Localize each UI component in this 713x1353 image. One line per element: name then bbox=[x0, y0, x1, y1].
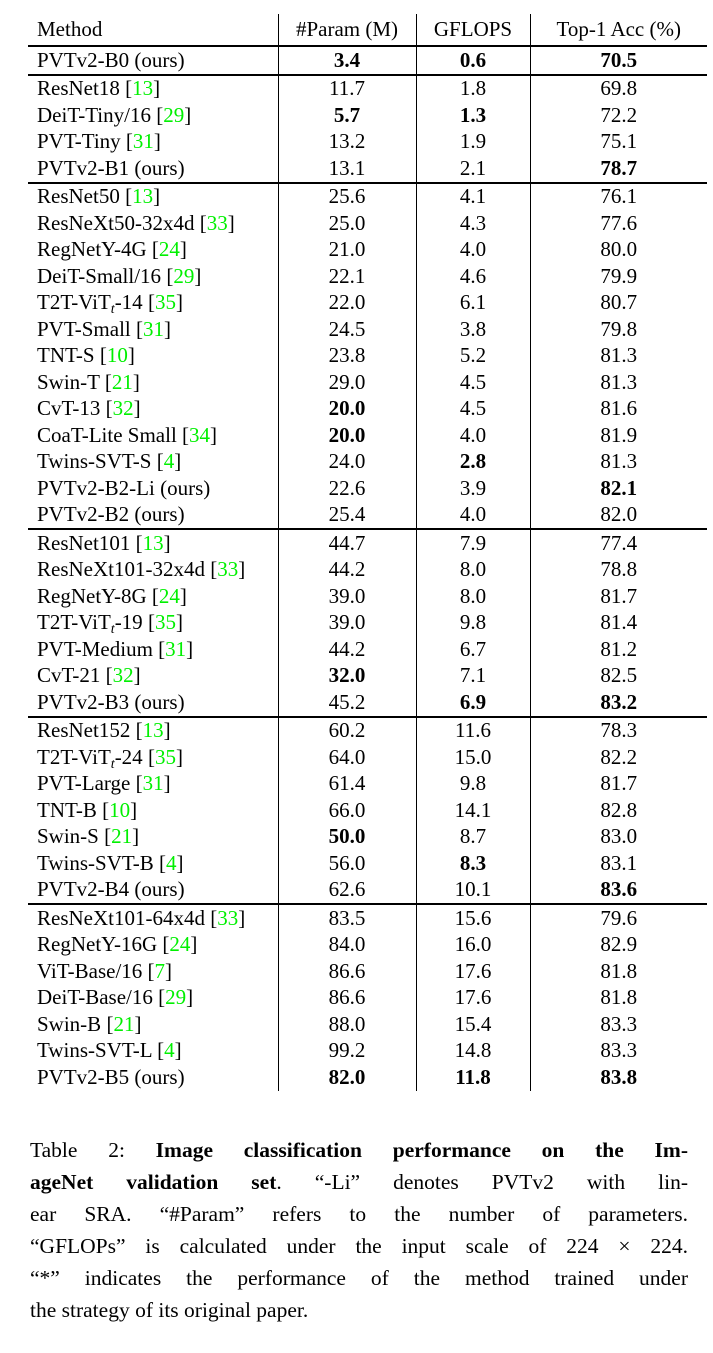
gflops-cell: 9.8 bbox=[416, 610, 530, 637]
table-row bbox=[28, 155, 707, 183]
citation-link[interactable]: 21 bbox=[111, 369, 133, 394]
table-row bbox=[28, 850, 707, 877]
gflops-cell: 17.6 bbox=[416, 985, 530, 1012]
method-cell: PVT-Tiny [31] bbox=[37, 129, 161, 154]
table-caption bbox=[30, 1134, 688, 1326]
acc-cell: 79.9 bbox=[530, 263, 707, 290]
param-cell: 5.7 bbox=[278, 102, 416, 129]
table-row bbox=[28, 824, 707, 851]
caption-text: “GFLOPs” is calculated under the input scale of 224 × 224. bbox=[30, 1234, 688, 1258]
gflops-cell: 10.1 bbox=[416, 877, 530, 905]
acc-cell: 82.9 bbox=[530, 932, 707, 959]
acc-cell: 83.0 bbox=[530, 824, 707, 851]
acc-cell: 78.7 bbox=[530, 155, 707, 183]
citation-link[interactable]: 13 bbox=[132, 76, 154, 101]
gflops-cell: 6.7 bbox=[416, 636, 530, 663]
citation-link[interactable]: 13 bbox=[142, 718, 164, 743]
method-cell: Swin-T [21] bbox=[37, 369, 140, 394]
param-cell: 32.0 bbox=[278, 663, 416, 690]
citation-link[interactable]: 13 bbox=[142, 530, 164, 555]
table-row bbox=[28, 663, 707, 690]
caption-bold-text: Image classification performance on the Im- bbox=[155, 1138, 688, 1162]
acc-cell: 70.5 bbox=[530, 46, 707, 75]
citation-link[interactable]: 32 bbox=[112, 396, 134, 421]
acc-cell: 77.6 bbox=[530, 210, 707, 237]
method-subscript: t bbox=[110, 622, 115, 638]
caption-line bbox=[30, 1230, 688, 1262]
acc-cell: 83.3 bbox=[530, 1011, 707, 1038]
table-row bbox=[28, 557, 707, 584]
table-row bbox=[28, 958, 707, 985]
param-cell: 24.5 bbox=[278, 316, 416, 343]
method-cell: Swin-S [21] bbox=[37, 824, 140, 849]
table-section-1 bbox=[28, 46, 707, 75]
param-cell: 86.6 bbox=[278, 958, 416, 985]
citation-link[interactable]: 33 bbox=[217, 905, 239, 930]
table-header bbox=[28, 14, 707, 46]
gflops-cell: 8.7 bbox=[416, 824, 530, 851]
method-cell: Twins-SVT-L [4] bbox=[37, 1038, 182, 1063]
method-cell: Swin-B [21] bbox=[37, 1011, 142, 1036]
method-cell: Twins-SVT-B [4] bbox=[37, 850, 184, 875]
gflops-cell: 6.1 bbox=[416, 290, 530, 317]
caption-text: the strategy of its original paper. bbox=[30, 1298, 309, 1322]
table-row bbox=[28, 932, 707, 959]
method-cell: ResNet101 [13] bbox=[28, 529, 278, 557]
table-row bbox=[28, 183, 707, 211]
table-row bbox=[28, 449, 707, 476]
citation-link[interactable]: 7 bbox=[154, 958, 166, 983]
citation-link[interactable]: 24 bbox=[158, 583, 180, 608]
param-cell: 84.0 bbox=[278, 932, 416, 959]
table-section-5 bbox=[28, 717, 707, 905]
method-cell: ResNet50 [13] bbox=[28, 183, 278, 211]
table-row bbox=[28, 475, 707, 502]
param-cell: 82.0 bbox=[278, 1064, 416, 1091]
method-cell: T2T-ViT$_t$-24 [35] bbox=[37, 744, 183, 772]
citation-link[interactable]: 4 bbox=[166, 850, 177, 875]
gflops-cell: 7.9 bbox=[416, 529, 530, 557]
caption-text: . “-Li” denotes PVTv2 with lin- bbox=[276, 1170, 688, 1194]
table-row bbox=[28, 129, 707, 156]
param-cell: 22.6 bbox=[278, 475, 416, 502]
method-cell: CoaT-Lite Small [34] bbox=[37, 422, 218, 447]
param-cell: 50.0 bbox=[278, 824, 416, 851]
acc-cell: 80.0 bbox=[530, 237, 707, 264]
table-row bbox=[28, 290, 707, 317]
acc-cell: 78.8 bbox=[530, 557, 707, 584]
citation-link[interactable]: 29 bbox=[163, 102, 185, 127]
table-row bbox=[28, 46, 707, 75]
gflops-cell: 14.1 bbox=[416, 797, 530, 824]
acc-cell: 81.8 bbox=[530, 985, 707, 1012]
param-cell: 23.8 bbox=[278, 343, 416, 370]
acc-cell: 83.3 bbox=[530, 1038, 707, 1065]
param-cell: 62.6 bbox=[278, 877, 416, 905]
method-cell: T2T-ViT$_t$-19 [35] bbox=[37, 610, 183, 638]
acc-cell: 83.6 bbox=[530, 877, 707, 905]
col-header-gflops: GFLOPS bbox=[416, 14, 530, 46]
acc-cell: 75.1 bbox=[530, 129, 707, 156]
param-cell: 39.0 bbox=[278, 583, 416, 610]
gflops-cell: 4.0 bbox=[416, 502, 530, 530]
method-cell: CvT-13 [32] bbox=[37, 396, 141, 421]
table-section-4 bbox=[28, 529, 707, 717]
param-cell: 99.2 bbox=[278, 1038, 416, 1065]
citation-link[interactable]: 35 bbox=[154, 290, 176, 315]
gflops-cell: 11.6 bbox=[416, 717, 530, 745]
method-cell: ResNet18 [13] bbox=[28, 75, 278, 103]
table-row bbox=[28, 1038, 707, 1065]
method-cell: ResNeXt50-32x4d [33] bbox=[37, 210, 235, 235]
acc-cell: 81.6 bbox=[530, 396, 707, 423]
method-cell: ViT-Base/16 [7] bbox=[37, 958, 173, 983]
table-row bbox=[28, 610, 707, 637]
param-cell: 25.6 bbox=[278, 183, 416, 211]
method-cell: PVTv2-B2-Li (ours) bbox=[37, 475, 211, 500]
method-cell: DeiT-Base/16 [29] bbox=[37, 985, 194, 1010]
method-cell: ResNet152 [13] bbox=[28, 717, 278, 745]
method-cell: DeiT-Small/16 [29] bbox=[37, 263, 202, 288]
table-row bbox=[28, 797, 707, 824]
gflops-cell: 6.9 bbox=[416, 689, 530, 717]
gflops-cell: 17.6 bbox=[416, 958, 530, 985]
gflops-cell: 15.0 bbox=[416, 744, 530, 771]
gflops-cell: 1.3 bbox=[416, 102, 530, 129]
acc-cell: 81.9 bbox=[530, 422, 707, 449]
method-cell: T2T-ViT$_t$-14 [35] bbox=[37, 290, 183, 318]
acc-cell: 82.2 bbox=[530, 744, 707, 771]
acc-cell: 81.3 bbox=[530, 343, 707, 370]
acc-cell: 79.8 bbox=[530, 316, 707, 343]
param-cell: 61.4 bbox=[278, 771, 416, 798]
param-cell: 83.5 bbox=[278, 904, 416, 932]
method-cell: TNT-B [10] bbox=[37, 797, 138, 822]
gflops-cell: 15.6 bbox=[416, 904, 530, 932]
method-cell: PVTv2-B3 (ours) bbox=[37, 689, 185, 714]
acc-cell: 81.2 bbox=[530, 636, 707, 663]
param-cell: 45.2 bbox=[278, 689, 416, 717]
table-section-3 bbox=[28, 183, 707, 530]
param-cell: 44.2 bbox=[278, 557, 416, 584]
table-row bbox=[28, 369, 707, 396]
gflops-cell: 16.0 bbox=[416, 932, 530, 959]
citation-link[interactable]: 31 bbox=[142, 771, 164, 796]
method-cell: PVTv2-B1 (ours) bbox=[37, 155, 185, 180]
caption-line bbox=[30, 1198, 688, 1230]
gflops-cell: 4.0 bbox=[416, 237, 530, 264]
gflops-cell: 15.4 bbox=[416, 1011, 530, 1038]
table-row bbox=[28, 502, 707, 530]
acc-cell: 77.4 bbox=[530, 529, 707, 557]
param-cell: 11.7 bbox=[278, 75, 416, 103]
acc-cell: 82.5 bbox=[530, 663, 707, 690]
citation-link[interactable]: 31 bbox=[132, 129, 154, 154]
param-cell: 44.2 bbox=[278, 636, 416, 663]
citation-link[interactable]: 29 bbox=[165, 985, 187, 1010]
method-cell: PVT-Medium [31] bbox=[37, 636, 194, 661]
method-cell: PVT-Small [31] bbox=[37, 316, 171, 341]
citation-link[interactable]: 4 bbox=[163, 449, 175, 474]
param-cell: 60.2 bbox=[278, 717, 416, 745]
param-cell: 66.0 bbox=[278, 797, 416, 824]
citation-link[interactable]: 32 bbox=[112, 663, 134, 688]
acc-cell: 72.2 bbox=[530, 102, 707, 129]
method-cell: ResNeXt101-32x4d [33] bbox=[37, 557, 246, 582]
gflops-cell: 5.2 bbox=[416, 343, 530, 370]
table-row bbox=[28, 75, 707, 103]
col-header-top1-acc: Top-1 Acc (%) bbox=[530, 14, 707, 46]
citation-link[interactable]: 33 bbox=[217, 557, 239, 582]
acc-cell: 81.7 bbox=[530, 771, 707, 798]
citation-link[interactable]: 10 bbox=[106, 343, 128, 368]
gflops-cell: 4.3 bbox=[416, 210, 530, 237]
param-cell: 3.4 bbox=[278, 46, 416, 75]
gflops-cell: 0.6 bbox=[416, 46, 530, 75]
param-cell: 21.0 bbox=[278, 237, 416, 264]
param-cell: 86.6 bbox=[278, 985, 416, 1012]
acc-cell: 81.3 bbox=[530, 369, 707, 396]
table-row bbox=[28, 237, 707, 264]
table-row bbox=[28, 316, 707, 343]
param-cell: 56.0 bbox=[278, 850, 416, 877]
caption-line bbox=[30, 1262, 688, 1294]
table-section-2 bbox=[28, 75, 707, 183]
param-cell: 22.0 bbox=[278, 290, 416, 317]
acc-cell: 81.8 bbox=[530, 958, 707, 985]
acc-cell: 83.1 bbox=[530, 850, 707, 877]
citation-link[interactable]: 29 bbox=[173, 263, 195, 288]
gflops-cell: 8.3 bbox=[416, 850, 530, 877]
gflops-cell: 7.1 bbox=[416, 663, 530, 690]
table-row bbox=[28, 1011, 707, 1038]
caption-line bbox=[30, 1134, 688, 1166]
table-row bbox=[28, 529, 707, 557]
acc-cell: 82.0 bbox=[530, 502, 707, 530]
caption-text: “*” indicates the performance of the method trained under bbox=[30, 1266, 688, 1290]
param-cell: 24.0 bbox=[278, 449, 416, 476]
method-cell: RegNetY-8G [24] bbox=[37, 583, 187, 608]
method-cell: RegNetY-16G [24] bbox=[37, 932, 198, 957]
method-cell: DeiT-Tiny/16 [29] bbox=[37, 102, 192, 127]
table-row bbox=[28, 904, 707, 932]
method-subscript: t bbox=[110, 302, 115, 318]
table-row bbox=[28, 343, 707, 370]
method-cell: PVTv2-B0 (ours) bbox=[37, 47, 185, 72]
method-subscript: t bbox=[110, 756, 115, 772]
citation-link[interactable]: 4 bbox=[164, 1038, 175, 1063]
citation-link[interactable]: 13 bbox=[132, 184, 154, 209]
acc-cell: 82.8 bbox=[530, 797, 707, 824]
table-row bbox=[28, 210, 707, 237]
param-cell: 13.1 bbox=[278, 155, 416, 183]
table-row bbox=[28, 717, 707, 745]
acc-cell: 83.8 bbox=[530, 1064, 707, 1091]
gflops-cell: 8.0 bbox=[416, 583, 530, 610]
gflops-cell: 4.6 bbox=[416, 263, 530, 290]
table-row bbox=[28, 422, 707, 449]
acc-cell: 81.4 bbox=[530, 610, 707, 637]
citation-link[interactable]: 21 bbox=[113, 1011, 135, 1036]
acc-cell: 83.2 bbox=[530, 689, 707, 717]
param-cell: 29.0 bbox=[278, 369, 416, 396]
caption-line bbox=[30, 1294, 688, 1326]
method-cell: PVTv2-B2 (ours) bbox=[37, 502, 185, 527]
method-cell: CvT-21 [32] bbox=[37, 663, 141, 688]
gflops-cell: 3.9 bbox=[416, 475, 530, 502]
gflops-cell: 14.8 bbox=[416, 1038, 530, 1065]
gflops-cell: 2.8 bbox=[416, 449, 530, 476]
table-row bbox=[28, 583, 707, 610]
table-row bbox=[28, 263, 707, 290]
table-row bbox=[28, 1064, 707, 1091]
citation-link[interactable]: 33 bbox=[206, 210, 228, 235]
gflops-cell: 1.9 bbox=[416, 129, 530, 156]
citation-link[interactable]: 35 bbox=[154, 744, 176, 769]
gflops-cell: 1.8 bbox=[416, 75, 530, 103]
gflops-cell: 2.1 bbox=[416, 155, 530, 183]
param-cell: 39.0 bbox=[278, 610, 416, 637]
acc-cell: 76.1 bbox=[530, 183, 707, 211]
gflops-cell: 4.5 bbox=[416, 396, 530, 423]
citation-link[interactable]: 35 bbox=[154, 610, 176, 635]
gflops-cell: 4.1 bbox=[416, 183, 530, 211]
results-table bbox=[28, 14, 707, 1091]
param-cell: 25.4 bbox=[278, 502, 416, 530]
citation-link[interactable]: 10 bbox=[109, 797, 131, 822]
table-section-6 bbox=[28, 904, 707, 1091]
table-row bbox=[28, 396, 707, 423]
citation-link[interactable]: 24 bbox=[169, 932, 191, 957]
gflops-cell: 3.8 bbox=[416, 316, 530, 343]
table-row bbox=[28, 636, 707, 663]
acc-cell: 80.7 bbox=[530, 290, 707, 317]
acc-cell: 78.3 bbox=[530, 717, 707, 745]
table-row bbox=[28, 689, 707, 717]
citation-link[interactable]: 31 bbox=[165, 636, 187, 661]
col-header-method: Method bbox=[28, 14, 278, 46]
acc-cell: 81.7 bbox=[530, 583, 707, 610]
table-row bbox=[28, 102, 707, 129]
caption-text: ear SRA. “#Param” refers to the number of parameters. bbox=[30, 1202, 688, 1226]
method-cell: PVT-Large [31] bbox=[37, 771, 171, 796]
param-cell: 13.2 bbox=[278, 129, 416, 156]
gflops-cell: 4.0 bbox=[416, 422, 530, 449]
citation-link[interactable]: 21 bbox=[111, 824, 133, 849]
method-cell: Twins-SVT-S [4] bbox=[37, 449, 182, 474]
table-row bbox=[28, 877, 707, 905]
param-cell: 64.0 bbox=[278, 744, 416, 771]
caption-text: Table 2: bbox=[30, 1138, 156, 1162]
gflops-cell: 4.5 bbox=[416, 369, 530, 396]
gflops-cell: 9.8 bbox=[416, 771, 530, 798]
param-cell: 88.0 bbox=[278, 1011, 416, 1038]
method-cell: PVTv2-B5 (ours) bbox=[37, 1064, 185, 1089]
param-cell: 22.1 bbox=[278, 263, 416, 290]
param-cell: 25.0 bbox=[278, 210, 416, 237]
gflops-cell: 11.8 bbox=[416, 1064, 530, 1091]
method-cell: RegNetY-4G [24] bbox=[37, 237, 187, 262]
param-cell: 44.7 bbox=[278, 529, 416, 557]
table-row bbox=[28, 985, 707, 1012]
acc-cell: 81.3 bbox=[530, 449, 707, 476]
caption-line bbox=[30, 1166, 688, 1198]
acc-cell: 79.6 bbox=[530, 904, 707, 932]
citation-link[interactable]: 34 bbox=[189, 422, 211, 447]
citation-link[interactable]: 31 bbox=[143, 316, 164, 341]
table-row bbox=[28, 771, 707, 798]
gflops-cell: 8.0 bbox=[416, 557, 530, 584]
acc-cell: 69.8 bbox=[530, 75, 707, 103]
citation-link[interactable]: 24 bbox=[158, 237, 180, 262]
col-header-param: #Param (M) bbox=[278, 14, 416, 46]
acc-cell: 82.1 bbox=[530, 475, 707, 502]
param-cell: 20.0 bbox=[278, 422, 416, 449]
method-cell: ResNeXt101-64x4d [33] bbox=[28, 904, 278, 932]
caption-bold-text: ageNet validation set bbox=[30, 1170, 277, 1194]
method-cell: TNT-S [10] bbox=[37, 343, 135, 368]
table-row bbox=[28, 744, 707, 771]
method-cell: PVTv2-B4 (ours) bbox=[37, 877, 185, 902]
param-cell: 20.0 bbox=[278, 396, 416, 423]
header-row bbox=[28, 14, 707, 46]
